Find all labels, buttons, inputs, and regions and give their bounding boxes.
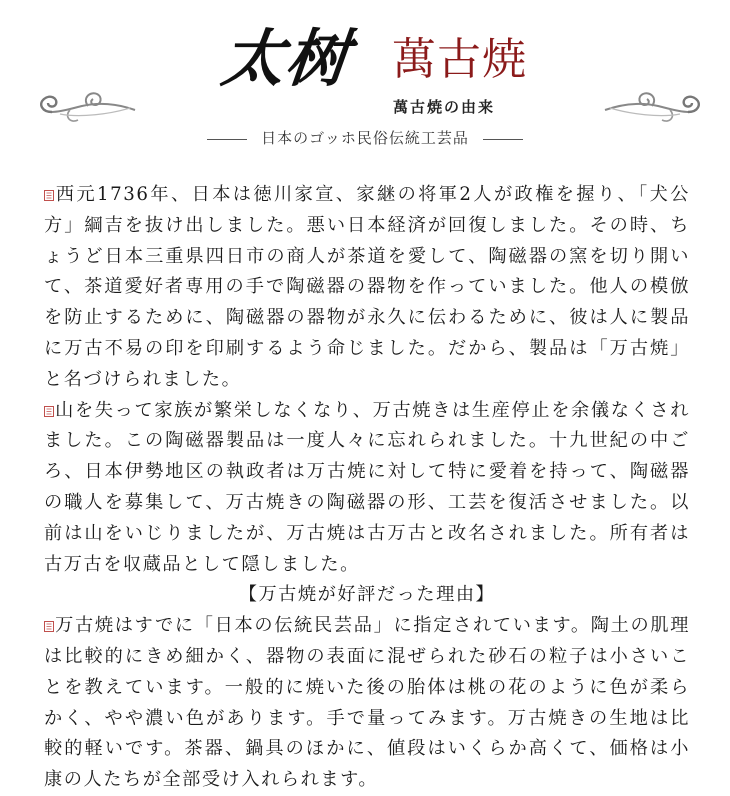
- seal-stamp-icon: [44, 621, 54, 632]
- tagline-dash-right: [483, 139, 523, 140]
- paragraph-1-text: 西元1736年、日本は徳川家宣、家継の将軍2人が政権を握り、「犬公方」綱吉を抜け出しました。悪い日本経済が回復しました。その時、ちょうど日本三重県四日市の商人が茶道を愛して、陶磁器の窯を切り開いて、茶道愛好者専用の手で陶磁器の器物を作っていました。他人の模倣を防止するために、陶磁器の器物が永久に伝わるために、彼は人に製品に万古不易の印を印刷するよう命じました。だから、製品は「万古焼」と名づけられました。: [44, 184, 690, 390]
- article-body: [44, 180, 690, 796]
- cloud-left-icon: [30, 82, 140, 132]
- tagline: [0, 127, 730, 148]
- page-header: [0, 0, 730, 160]
- brand-logo-red: 萬古焼: [392, 34, 527, 85]
- tagline-dash-left: [207, 139, 247, 140]
- seal-stamp-icon: [44, 190, 54, 201]
- paragraph-1: [44, 180, 690, 396]
- paragraph-2: [44, 396, 690, 581]
- paragraph-2-text: 山を失って家族が繁栄しなくなり、万古焼きは生産停止を余儀なくされました。この陶磁器製品は一度人々に忘れられました。十九世紀の中ごろ、日本伊勢地区の執政者は万古焼に対して特に愛着を持って、陶磁器の職人を募集して、万古焼きの陶磁器の形、工芸を復活させました。以前は山をいじりましたが、万古焼は古万古と改名されました。所有者は古万古を収蔵品として隠しました。: [44, 399, 690, 575]
- tagline-text: 日本のゴッホ民俗伝統工芸品: [261, 129, 469, 147]
- paragraph-3-text: 万古焼はすでに「日本の伝統民芸品」に指定されています。陶土の肌理は比較的にきめ細かく、器物の表面に混ぜられた砂石の粒子は小さいことを教えています。一般的に焼いた後の胎体は桃の花のように色が柔らかく、やや濃い色があります。手で量ってみます。万古焼きの生地は比較的軽いです。茶器、鍋具のほかに、値段はいくらか高くて、価格は小康の人たちが全部受け入れられます。: [44, 615, 690, 791]
- brand-subtitle: 萬古焼の由来: [393, 98, 496, 116]
- brand-logo-main: 太树: [218, 22, 354, 95]
- section-heading: 【万古焼が好評だった理由】: [238, 584, 496, 606]
- paragraph-3: [44, 611, 690, 796]
- seal-stamp-icon: [44, 406, 54, 417]
- cloud-right-icon: [600, 82, 710, 132]
